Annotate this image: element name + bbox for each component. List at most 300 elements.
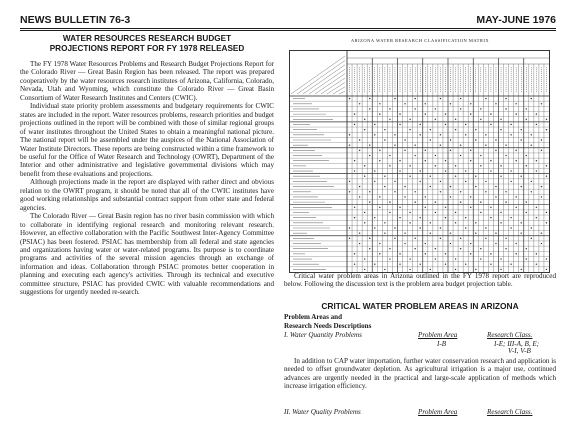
matrix-cell-mark (546, 269, 547, 270)
article-paragraph: Although projections made in the report are displayed with rather direct and obvious relation to the OWRT program, it should be noted that all of the CWIC institutes have good working relationships and substantial contract support from other state and federal agencies. (20, 178, 274, 212)
matrix-cell-mark (541, 150, 542, 151)
matrix-cell-mark (495, 150, 496, 151)
matrix-cell-mark (445, 170, 446, 171)
matrix-cell-mark (526, 212, 527, 213)
matrix-cell-mark (480, 108, 481, 109)
matrix-cell-mark (521, 269, 522, 270)
matrix-cell-mark (521, 222, 522, 223)
matrix-cell-mark (445, 217, 446, 218)
research-class-header: Research Class. (487, 408, 533, 416)
matrix-cell-mark (409, 165, 410, 166)
matrix-cell-mark (500, 119, 501, 120)
matrix-cell-mark (445, 113, 446, 114)
matrix-cell-mark (480, 248, 481, 249)
matrix-cell-mark (510, 264, 511, 265)
matrix-cell-mark (364, 165, 365, 166)
matrix-cell-mark (409, 176, 410, 177)
problem-area-header: Problem Area (418, 408, 458, 416)
matrix-cell-mark (521, 139, 522, 140)
matrix-cell-mark (510, 217, 511, 218)
matrix-cell-mark (435, 201, 436, 202)
matrix-cell-mark (515, 243, 516, 244)
matrix-cell-mark (465, 134, 466, 135)
matrix-cell-mark (430, 129, 431, 130)
matrix-cell-mark (490, 113, 491, 114)
problem-area-value: I-B (437, 339, 447, 348)
problem-item-name: I. Water Quantity Problems (284, 331, 362, 339)
matrix-cell-mark (485, 144, 486, 145)
matrix-cell-mark (389, 248, 390, 249)
matrix-cell-mark (526, 119, 527, 120)
matrix-cell-mark (450, 243, 451, 244)
matrix-cell-mark (354, 207, 355, 208)
masthead (20, 14, 556, 28)
matrix-cell-mark (490, 124, 491, 125)
matrix-cell-mark (510, 134, 511, 135)
matrix-cell-mark (536, 207, 537, 208)
matrix-cell-mark (541, 186, 542, 187)
matrix-cell-mark (420, 217, 421, 218)
matrix-cell-mark (521, 129, 522, 130)
matrix-cell-mark (495, 139, 496, 140)
matrix-cell-mark (384, 176, 385, 177)
masthead-rule (20, 28, 556, 29)
matrix-cell-mark (515, 196, 516, 197)
matrix-cell-mark (440, 191, 441, 192)
matrix-cell-mark (374, 181, 375, 182)
matrix-cell-mark (399, 207, 400, 208)
matrix-cell-mark (470, 150, 471, 151)
matrix-cell-mark (475, 139, 476, 140)
matrix-cell-mark (450, 150, 451, 151)
matrix-cell-mark (475, 186, 476, 187)
matrix-cell-mark (404, 243, 405, 244)
headline-line-2: PROJECTIONS REPORT FOR FY 1978 RELEASED (49, 44, 245, 53)
matrix-cell-mark (349, 98, 350, 99)
matrix-cell-mark (470, 160, 471, 161)
matrix-cell-mark (359, 186, 360, 187)
matrix-cell-mark (349, 144, 350, 145)
matrix-cell-mark (460, 238, 461, 239)
matrix-cell-mark (515, 150, 516, 151)
matrix-cell-mark (531, 227, 532, 228)
matrix-cell-mark (450, 232, 451, 233)
matrix-cell-mark (485, 98, 486, 99)
matrix-corner-hatch (339, 91, 345, 94)
matrix-cell-mark (364, 176, 365, 177)
problem-areas-label: Problem Areas and (284, 313, 343, 321)
matrix-cell-mark (455, 176, 456, 177)
matrix-cell-mark (526, 165, 527, 166)
matrix-cell-mark (369, 98, 370, 99)
headline-line-1: WATER RESOURCES RESEARCH BUDGET (62, 34, 232, 43)
matrix-cell-mark (349, 238, 350, 239)
matrix-cell-mark (526, 201, 527, 202)
matrix-cell-mark (420, 124, 421, 125)
matrix-cell-mark (505, 191, 506, 192)
matrix-cell-mark (470, 243, 471, 244)
matrix-cell-mark (425, 113, 426, 114)
matrix-cell-mark (546, 119, 547, 120)
matrix-cell-mark (440, 134, 441, 135)
matrix-cell-mark (490, 160, 491, 161)
matrix-cell-mark (425, 196, 426, 197)
bulletin-number: NEWS BULLETIN 76-3 (20, 14, 131, 26)
matrix-corner-hatch (321, 78, 345, 94)
matrix-cell-mark (384, 269, 385, 270)
matrix-cell-mark (394, 144, 395, 145)
matrix-cell-mark (374, 264, 375, 265)
matrix-corner-hatch (333, 87, 345, 94)
matrix-cell-mark (495, 103, 496, 104)
matrix-cell-mark (394, 227, 395, 228)
matrix-cell-mark (526, 248, 527, 249)
matrix-cell-mark (430, 176, 431, 177)
matrix-cell-mark (536, 217, 537, 218)
matrix-cell-mark (526, 155, 527, 156)
matrix-cell-mark (430, 139, 431, 140)
matrix-cell-mark (536, 264, 537, 265)
matrix-cell-mark (500, 222, 501, 223)
matrix-cell-mark (394, 98, 395, 99)
matrix-cell-mark (379, 243, 380, 244)
matrix-corner-hatch (303, 65, 345, 94)
matrix-cell-mark (536, 170, 537, 171)
matrix-cell-mark (354, 264, 355, 265)
matrix-cell-mark (465, 181, 466, 182)
matrix-cell-mark (455, 212, 456, 213)
matrix-cell-mark (389, 108, 390, 109)
matrix-cell-mark (369, 155, 370, 156)
matrix-cell-mark (546, 222, 547, 223)
matrix-corner-hatch (297, 60, 345, 94)
matrix-cell-mark (505, 201, 506, 202)
matrix-cell-mark (389, 155, 390, 156)
masthead-rule-double (20, 30, 556, 31)
matrix-cell-mark (414, 144, 415, 145)
matrix-cell-mark (465, 227, 466, 228)
matrix-corner-hatch (315, 74, 345, 94)
matrix-cell-mark (536, 160, 537, 161)
matrix-cell-mark (541, 139, 542, 140)
matrix-cell-mark (515, 103, 516, 104)
matrix-cell-mark (369, 191, 370, 192)
matrix-cell-mark (455, 119, 456, 120)
matrix-cell-mark (546, 176, 547, 177)
matrix-cell-mark (349, 181, 350, 182)
matrix-cell-mark (500, 212, 501, 213)
matrix-cell-mark (409, 222, 410, 223)
matrix-cell-mark (430, 232, 431, 233)
matrix-cell-mark (404, 186, 405, 187)
matrix-cell-mark (379, 150, 380, 151)
matrix-cell-mark (531, 191, 532, 192)
article-paragraph: The FY 1978 Water Resources Problems and Research Budget Projections Report for the Colorado River — Great Basin Region has been released. The report was prepared cooperatively by the water resources research institutes of Arizona, California, Colorado, Nevada, Utah and Wyoming, which constitute the Colorado River — Great Basin Consortium of Water Research Institutes and Centers (CWIC). (20, 60, 274, 102)
matrix-cell-mark (500, 129, 501, 130)
matrix-cell-mark (420, 181, 421, 182)
matrix-cell-mark (521, 186, 522, 187)
matrix-cell-mark (414, 98, 415, 99)
matrix-cell-mark (465, 217, 466, 218)
matrix-cell-mark (394, 238, 395, 239)
matrix-cell-mark (495, 243, 496, 244)
matrix-cell-mark (465, 264, 466, 265)
matrix-cell-mark (359, 243, 360, 244)
matrix-cell-mark (536, 124, 537, 125)
matrix-cell-mark (505, 108, 506, 109)
matrix-cell-mark (510, 124, 511, 125)
matrix-cell-mark (536, 253, 537, 254)
matrix-cell-mark (379, 196, 380, 197)
matrix-cell-mark (354, 170, 355, 171)
matrix-cell-mark (531, 238, 532, 239)
matrix-cell-mark (445, 264, 446, 265)
matrix-cell-mark (414, 108, 415, 109)
matrix-cell-mark (495, 186, 496, 187)
matrix-cell-mark (470, 196, 471, 197)
matrix-cell-mark (374, 124, 375, 125)
matrix-cell-mark (460, 248, 461, 249)
matrix-cell-mark (445, 160, 446, 161)
matrix-cell-mark (379, 113, 380, 114)
matrix-cell-mark (364, 269, 365, 270)
matrix-cell-mark (369, 144, 370, 145)
matrix-cell-mark (445, 207, 446, 208)
matrix-cell-mark (480, 201, 481, 202)
matrix-cell-mark (541, 232, 542, 233)
problem-area-header: Problem Area (418, 331, 458, 339)
matrix-cell-mark (369, 201, 370, 202)
bulletin-date: MAY-JUNE 1976 (476, 14, 556, 26)
matrix-cell-mark (450, 103, 451, 104)
matrix-cell-mark (480, 258, 481, 259)
matrix-cell-mark (455, 129, 456, 130)
matrix-cell-mark (450, 139, 451, 140)
matrix-cell-mark (349, 191, 350, 192)
matrix-cell-mark (450, 186, 451, 187)
matrix-cell-mark (354, 253, 355, 254)
matrix-border (290, 51, 550, 273)
matrix-cell-mark (399, 160, 400, 161)
matrix-cell-mark (409, 212, 410, 213)
matrix-cell-mark (526, 108, 527, 109)
matrix-cell-mark (384, 222, 385, 223)
matrix-cell-mark (480, 155, 481, 156)
article-body (20, 60, 274, 297)
matrix-cell-mark (500, 269, 501, 270)
matrix-cell-mark (510, 181, 511, 182)
matrix-cell-mark (435, 258, 436, 259)
matrix-cell-mark (425, 160, 426, 161)
matrix-cell-mark (440, 181, 441, 182)
quantity-discussion (284, 357, 556, 391)
matrix-cell-mark (420, 264, 421, 265)
matrix-cell-mark (460, 108, 461, 109)
matrix-cell-mark (470, 103, 471, 104)
matrix-cell-mark (414, 191, 415, 192)
matrix-cell-mark (541, 243, 542, 244)
research-class-header: Research Class. (487, 331, 533, 339)
matrix-cell-mark (470, 113, 471, 114)
matrix-cell-mark (495, 232, 496, 233)
matrix-cell-mark (374, 217, 375, 218)
article-paragraph: Individual state priority problem assessments and budgetary requirements for CWIC states are included in the report. Water resources problems, research priorities and budget projections outlined in the report will be combined with those of similar regional groups of water institutes throughout the United States to obtain a meaningful national picture. The national report will be assembled under the auspices of the National Association of Water Institute Directors. These reports are being constructed within a time framework to be useful for the Office of Water Research and Technology (OWRT), Department of the Interior and other administrative and legislative governmental divisions which may benefit from these evaluations and projections. (20, 102, 274, 178)
matrix-cell-mark (404, 139, 405, 140)
matrix-cell-mark (490, 217, 491, 218)
matrix-cell-mark (354, 217, 355, 218)
matrix-cell-mark (510, 227, 511, 228)
matrix-cell-mark (505, 248, 506, 249)
matrix-cell-mark (369, 108, 370, 109)
matrix-cell-mark (354, 113, 355, 114)
matrix-cell-mark (430, 222, 431, 223)
matrix-cell-mark (359, 196, 360, 197)
matrix-cell-mark (435, 119, 436, 120)
matrix-cell-mark (460, 98, 461, 99)
matrix-cell-mark (359, 232, 360, 233)
matrix-cell-mark (440, 98, 441, 99)
matrix-cell-mark (420, 134, 421, 135)
matrix-cell-mark (425, 207, 426, 208)
matrix-cell-mark (394, 181, 395, 182)
matrix-cell-mark (505, 144, 506, 145)
matrix-cell-mark (445, 253, 446, 254)
matrix-cell-mark (364, 129, 365, 130)
matrix-cell-mark (394, 134, 395, 135)
matrix-cell-mark (435, 155, 436, 156)
matrix-cell-mark (480, 119, 481, 120)
matrix-cell-mark (480, 212, 481, 213)
matrix-cell-mark (531, 144, 532, 145)
matrix-caption: ARIZONA WATER RESEARCH CLASSIFICATION MATRIX (350, 38, 490, 43)
matrix-cell-mark (354, 124, 355, 125)
matrix-cell-mark (541, 103, 542, 104)
matrix-cell-mark (460, 201, 461, 202)
matrix-cell-mark (359, 139, 360, 140)
matrix-cell-mark (364, 222, 365, 223)
matrix-cell-mark (404, 150, 405, 151)
problem-item-name: II. Water Quality Problems (284, 408, 361, 416)
matrix-cell-mark (425, 150, 426, 151)
matrix-cell-mark (546, 212, 547, 213)
matrix-cell-mark (531, 181, 532, 182)
matrix-cell-mark (374, 134, 375, 135)
matrix-cell-mark (374, 227, 375, 228)
matrix-cell-mark (475, 269, 476, 270)
matrix-cell-mark (384, 129, 385, 130)
matrix-cell-mark (505, 238, 506, 239)
quantity-discussion-text: In addition to CAP water importation, further water conservation research and application is needed to offset groundwater depletion. As agricultural irrigation is a major use, continued advances are urgently needed in the practical and large-scale application of methods which increase irrigation efficiency. (284, 357, 556, 391)
matrix-cell-mark (409, 269, 410, 270)
matrix-cell-mark (465, 170, 466, 171)
matrix-cell-mark (430, 269, 431, 270)
matrix-cell-mark (500, 258, 501, 259)
matrix-cell-mark (379, 207, 380, 208)
matrix-cell-mark (349, 134, 350, 135)
matrix-cell-mark (455, 258, 456, 259)
matrix-cell-mark (359, 150, 360, 151)
matrix-cell-mark (515, 207, 516, 208)
matrix-cell-mark (531, 134, 532, 135)
matrix-cell-mark (399, 124, 400, 125)
matrix-cell-mark (404, 196, 405, 197)
matrix-cell-mark (490, 253, 491, 254)
matrix-cell-mark (475, 222, 476, 223)
matrix-cell-mark (399, 170, 400, 171)
matrix-cell-mark (420, 227, 421, 228)
matrix-cell-mark (404, 103, 405, 104)
classification-matrix (289, 46, 551, 274)
matrix-cell-mark (490, 170, 491, 171)
matrix-cell-mark (425, 103, 426, 104)
matrix-cell-mark (399, 253, 400, 254)
matrix-cell-mark (409, 119, 410, 120)
matrix-cell-mark (430, 186, 431, 187)
matrix-cell-mark (500, 165, 501, 166)
article-paragraph: The Colorado River — Great Basin region has no river basin commission with which to collaborate in identifying regional research and monitoring relevant research. However, an effective collaboration with the Pacific Southwest Inter-Agency Committee (PSIAC) has been fostered. PSIAC has membership from all federal and state agencies and organizations having water or water-related programs. Its purpose is to coordinate programs and activities of the several mission agencies through an exchange of information and ideas. Collaboration through PSIAC promotes better cooperation in planning and executing each agency's activities. Through its technical and executive committee structure, PSIAC has provided CWIC with valuable recommendations and suggestions for urgently needed re-search. (20, 212, 274, 297)
matrix-cell-mark (435, 165, 436, 166)
matrix-cell-mark (384, 139, 385, 140)
matrix-cell-mark (480, 165, 481, 166)
matrix-cell-mark (485, 191, 486, 192)
matrix-cell-mark (521, 176, 522, 177)
matrix-cell-mark (475, 232, 476, 233)
matrix-cell-mark (450, 196, 451, 197)
matrix-cell-mark (379, 160, 380, 161)
matrix-cell-mark (445, 124, 446, 125)
matrix-cell-mark (384, 186, 385, 187)
matrix-cell-mark (546, 165, 547, 166)
matrix-cell-mark (354, 160, 355, 161)
matrix-cell-mark (369, 238, 370, 239)
matrix-cell-mark (394, 191, 395, 192)
matrix-cell-mark (531, 98, 532, 99)
research-class-value-cont: V-I, V-B (508, 347, 531, 355)
matrix-cell-mark (349, 227, 350, 228)
matrix-cell-mark (495, 196, 496, 197)
matrix-cell-mark (389, 212, 390, 213)
matrix-cell-mark (515, 113, 516, 114)
matrix-cell-mark (455, 269, 456, 270)
matrix-cell-mark (364, 119, 365, 120)
matrix-cell-mark (425, 243, 426, 244)
matrix-cell-mark (414, 248, 415, 249)
matrix-cell-mark (409, 129, 410, 130)
problem-item-quality (284, 408, 556, 417)
matrix-cell-mark (485, 227, 486, 228)
matrix-cell-mark (515, 253, 516, 254)
matrix-cell-mark (475, 176, 476, 177)
matrix-cell-mark (490, 207, 491, 208)
research-class-value: I-E; III-A, B, E; (494, 339, 540, 348)
matrix-cell-mark (536, 113, 537, 114)
matrix-cell-mark (460, 155, 461, 156)
matrix-cell-mark (475, 129, 476, 130)
matrix-cell-mark (409, 258, 410, 259)
matrix-cell-mark (546, 258, 547, 259)
matrix-cell-mark (379, 103, 380, 104)
matrix-cell-mark (470, 253, 471, 254)
matrix-cell-mark (505, 98, 506, 99)
matrix-cell-mark (485, 238, 486, 239)
matrix-cell-mark (500, 176, 501, 177)
matrix-cell-mark (490, 264, 491, 265)
matrix-cell-mark (521, 232, 522, 233)
matrix-cell-mark (440, 238, 441, 239)
section-subhead: CRITICAL WATER PROBLEM AREAS IN ARIZONA (321, 301, 519, 311)
matrix-cell-mark (470, 207, 471, 208)
matrix-cell-mark (399, 113, 400, 114)
